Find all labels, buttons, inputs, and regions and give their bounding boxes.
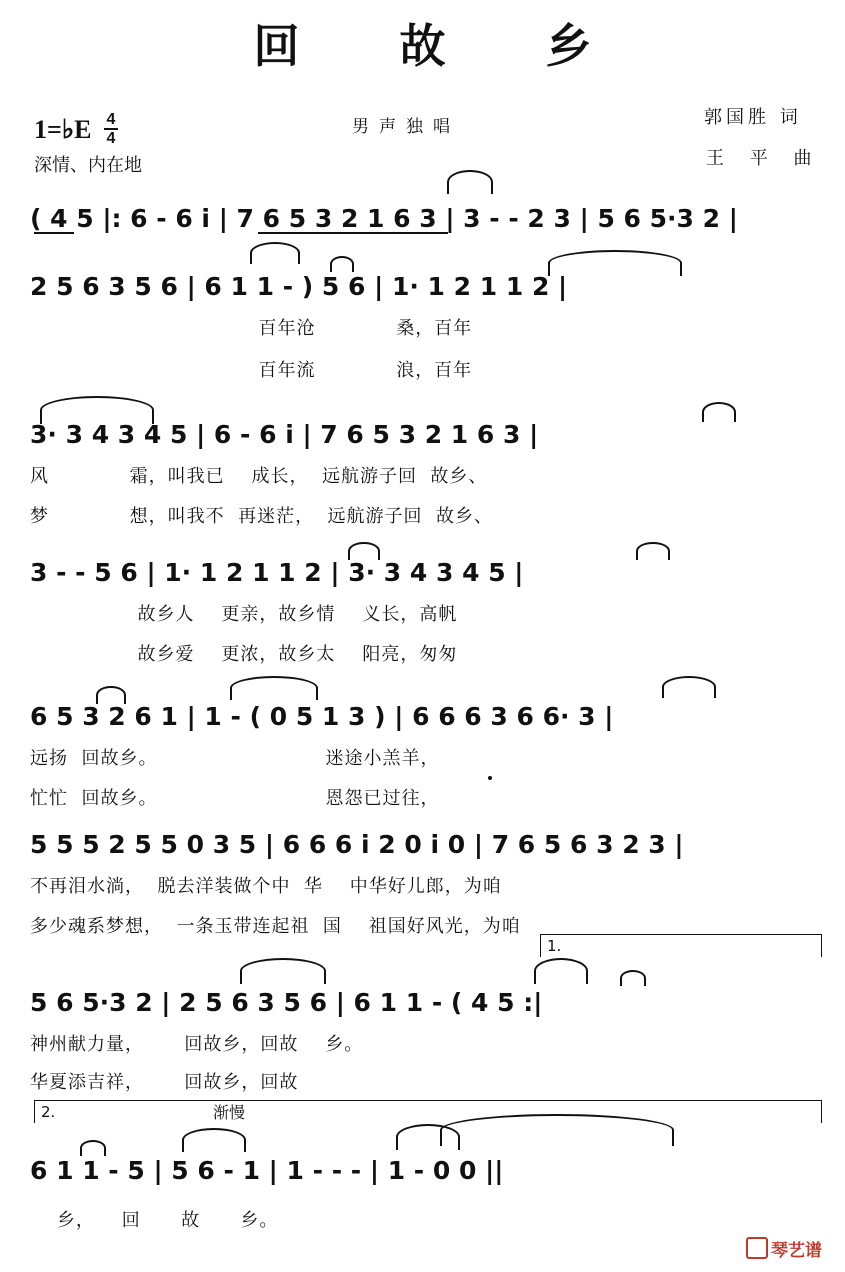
lyricist-credit: 郭国胜 词: [704, 107, 802, 128]
lyric-line-5: 故乡人 更亲，故乡情 义长，高帆: [30, 604, 458, 625]
slur: [240, 958, 326, 984]
notation-row-5: 6 5 3 2 6 1 | 1 - ( 0 5 1 3 ) | 6 6 6 3 6 6· 3 |: [30, 701, 614, 731]
lyric-line-4: 梦 想，叫我不 再迷茫， 远航游子回 故乡、: [30, 506, 493, 527]
notation-row-8: 6 1 1 - 5 | 5 6 - 1 | 1 - - - | 1 - 0 0 ||: [30, 1155, 504, 1185]
slur: [534, 958, 588, 984]
lyric-line-8: 忙忙 回故乡。 恩怨已过往，: [30, 788, 440, 809]
notation-row-6: 5 5 5 2 5 5 0 3 5 | 6 6 6 i 2 0 i 0 | 7 6 5 6 3 2 3 |: [30, 829, 684, 859]
slur: [636, 542, 670, 560]
watermark-text: 琴艺谱: [771, 1241, 822, 1261]
slur: [40, 396, 154, 424]
notation-row-1: ( 4 5 |: 6 - 6 i | 7 6 5 3 2 1 6 3 | 3 - - 2 3 | 5 6 5·3 2 |: [30, 203, 738, 233]
stray-dot: [488, 776, 492, 780]
slur: [96, 686, 126, 704]
lyric-line-9: 不再泪水淌， 脱去洋装做个中 华 中华好儿郎，为咱: [30, 876, 502, 897]
lyric-line-10: 多少魂系梦想， 一条玉带连起祖 国 祖国好风光，为咱: [30, 916, 521, 937]
slur: [182, 1128, 246, 1152]
lyric-line-1: 百年沧 桑，百年: [30, 318, 473, 339]
lyric-line-2: 百年流 浪，百年: [30, 360, 473, 381]
logo-icon: [746, 1237, 768, 1259]
lyric-line-11: 神州献力量， 回故乡，回故 乡。: [30, 1034, 364, 1055]
slur: [702, 402, 736, 422]
second-ending-bracket: [34, 1100, 822, 1123]
time-top: 4: [106, 111, 116, 128]
notation-row-3: 3· 3 4 3 4 5 | 6 - 6 i | 7 6 5 3 2 1 6 3 |: [30, 419, 539, 449]
time-bottom: 4: [106, 130, 116, 147]
notation-row-2: 2 5 6 3 5 6 | 6 1 1 - ) 5 6 | 1· 1 2 1 1 2 |: [30, 271, 568, 301]
slur: [230, 676, 318, 700]
beam: [258, 232, 448, 234]
beam: [34, 232, 74, 234]
slur: [330, 256, 354, 272]
slur: [80, 1140, 106, 1156]
slur: [447, 170, 493, 194]
lyric-line-3: 风 霜，叫我已 成长， 远航游子回 故乡、: [30, 466, 488, 487]
notation-row-4: 3 - - 5 6 | 1· 1 2 1 1 2 | 3· 3 4 3 4 5 |: [30, 557, 524, 587]
lyric-line-13: 乡， 回 故 乡。: [30, 1210, 279, 1231]
lyric-line-7: 远扬 回故乡。 迷途小羔羊，: [30, 748, 440, 769]
ritardando-marking: 渐慢: [213, 1103, 246, 1122]
key-signature: 1=♭E: [34, 115, 92, 144]
first-ending-bracket: [540, 934, 822, 957]
slur: [548, 250, 682, 276]
second-ending-label: 2.: [41, 1103, 56, 1121]
site-watermark: [746, 1236, 822, 1261]
voice-type: 男声独唱: [352, 117, 460, 137]
slur: [620, 970, 646, 986]
notation-row-7: 5 6 5·3 2 | 2 5 6 3 5 6 | 6 1 1 - ( 4 5 :|: [30, 987, 543, 1017]
slur: [662, 676, 716, 698]
lyric-line-12: 华夏添吉祥， 回故乡，回故: [30, 1072, 299, 1093]
slur: [250, 242, 300, 264]
slur: [348, 542, 380, 560]
composer-credit: 王 平 曲: [706, 148, 822, 169]
song-title: 回 故 乡: [253, 19, 634, 73]
first-ending-label: 1.: [547, 937, 562, 955]
slur: [440, 1114, 674, 1146]
lyric-line-6: 故乡爱 更浓，故乡太 阳亮，匆匆: [30, 644, 458, 665]
expression-marking: 深情、内在地: [34, 155, 142, 176]
time-signature: [104, 112, 118, 146]
